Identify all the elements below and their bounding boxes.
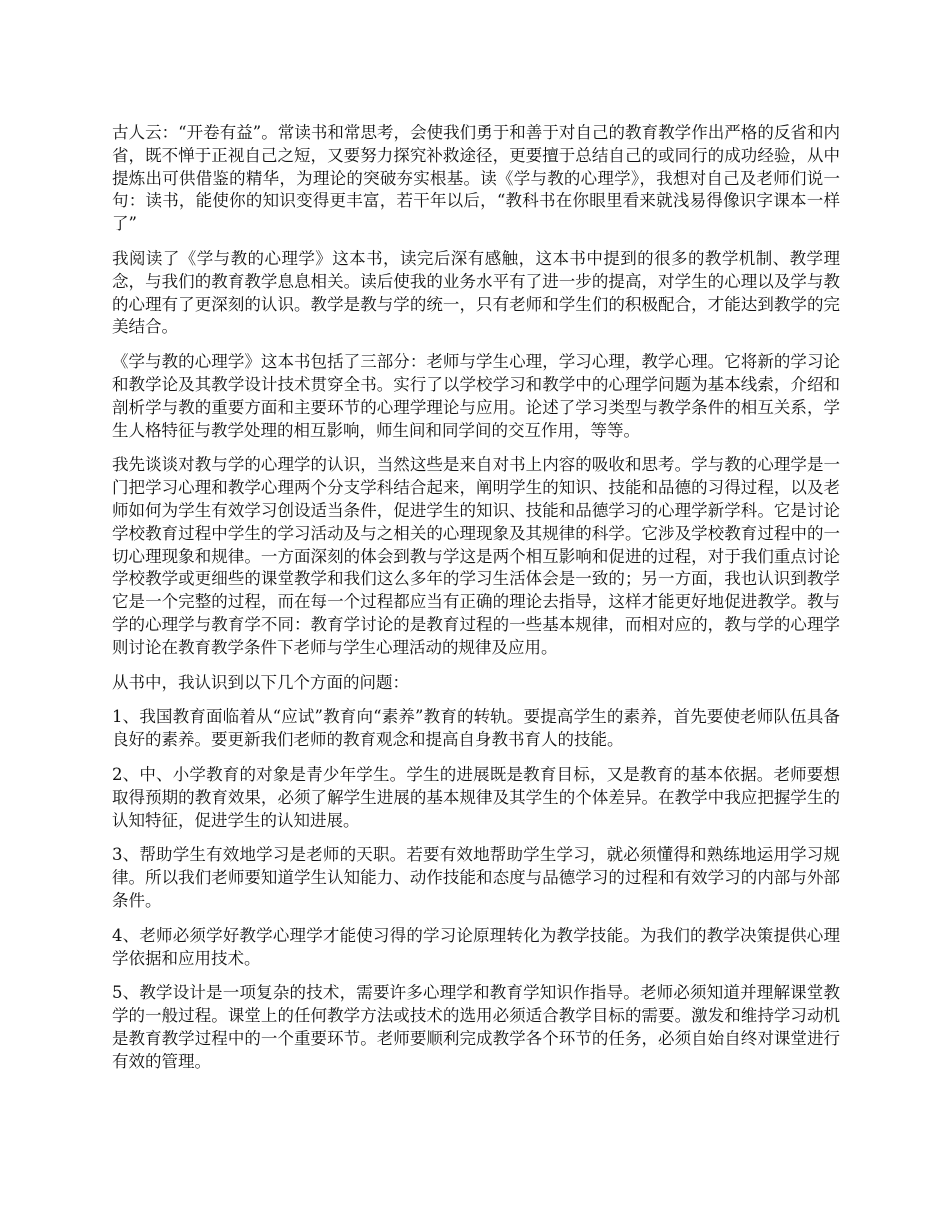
list-item-2: 2、中、小学教育的对象是青少年学生。学生的进展既是教育目标，又是教育的基本依据。老师要想取得预期的教育效果，必须了解学生进展的基本规律及其学生的个体差异。在教学中我应把握学生的认知特征，促进学生的认知进展。 — [112, 764, 840, 830]
list-item-1: 1、我国教育面临着从“应试”教育向“素养”教育的转轨。要提高学生的素养，首先要使老师队伍具备良好的素养。要更新我们老师的教育观念和提高自身教书育人的技能。 — [112, 707, 840, 750]
paragraph-list-intro: 从书中，我认识到以下几个方面的问题： — [112, 672, 409, 692]
paragraph-book-contents: 《学与教的心理学》这本书包括了三部分：老师与学生心理，学习心理，教学心理。它将新的学习论和教学论及其教学设计技术贯穿全书。实行了以学校学习和教学中的心理学问题为基本线索，介绍和剖析学与教的重要方面和主要环节的心理学理论与应用。论述了学习类型与教学条件的相互关系，学生人格特征与教学处理的相互影响，师生间和同学间的交互作用，等等。 — [112, 352, 840, 440]
list-item-3: 3、帮助学生有效地学习是老师的天职。若要有效地帮助学生学习，就必须懂得和熟练地运用学习规律。所以我们老师要知道学生认知能力、动作技能和态度与品德学习的过程和有效学习的内部与外部条件。 — [112, 845, 840, 910]
list-item-5: 5、教学设计是一项复杂的技术，需要许多心理学和教育学知识作指导。老师必须知道并理解课堂教学的一般过程。课堂上的任何教学方法或技术的选用必须适合教学目标的需要。激发和维持学习动机是教育教学过程中的一个重要环节。老师要顺利完成教学各个环节的任务，必须自始自终对课堂进行有效的管理。 — [112, 983, 840, 1071]
list-item-4: 4、老师必须学好教学心理学才能使习得的学习论原理转化为教学技能。为我们的教学决策提供心理学依据和应用技术。 — [112, 925, 840, 968]
paragraph-reading-impression: 我阅读了《学与教的心理学》这本书，读完后深有感触，这本书中提到的很多的教学机制、教学理念，与我们的教育教学息息相关。读后使我的业务水平有了进一步的提高，对学生的心理以及学与教的心理有了更深刻的认识。教学是教与学的统一，只有老师和学生们的积极配合，才能达到教学的完美结合。 — [112, 248, 840, 337]
document-page — [112, 122, 840, 1085]
paragraph-understanding: 我先谈谈对教与学的心理学的认识，当然这些是来自对书上内容的吸收和思考。学与教的心理学是一门把学习心理和教学心理两个分支学科结合起来，阐明学生的知识、技能和品德的习得过程，以及老师如何为学生有效学习创设适当条件，促进学生的知识、技能和品德学习的心理学新学科。它是讨论学校教育过程中学生的学习活动及与之相关的心理现象及其规律的科学。它涉及学校教育过程中的一切心理现象和规律。一方面深刻的体会到教与学这是两个相互影响和促进的过程，对于我们重点讨论学校教学或更细些的课堂教学和我们这么多年的学习生活体会是一致的；另一方面，我也认识到教学它是一个完整的过程，而在每一个过程都应当有正确的理论去指导，这样才能更好地促进教学。教与学的心理学与教育学不同：教育学讨论的是教育过程的一些基本规律，而相对应的，教与学的心理学则讨论在教育教学条件下老师与学生心理活动的规律及应用。 — [112, 455, 840, 657]
paragraph-intro: 古人云：“开卷有益”。常读书和常思考，会使我们勇于和善于对自己的教育教学作出严格的反省和内省，既不惮于正视自己之短，又要努力探究补救途径，更要擅于总结自己的或同行的成功经验，从中提炼出可供借鉴的精华，为理论的突破夯实根基。读《学与教的心理学》，我想对自己及老师们说一句：读书，能使你的知识变得更丰富，若干年以后，“教科书在你眼里看来就浅易得像识字课本一样了” — [112, 123, 840, 234]
